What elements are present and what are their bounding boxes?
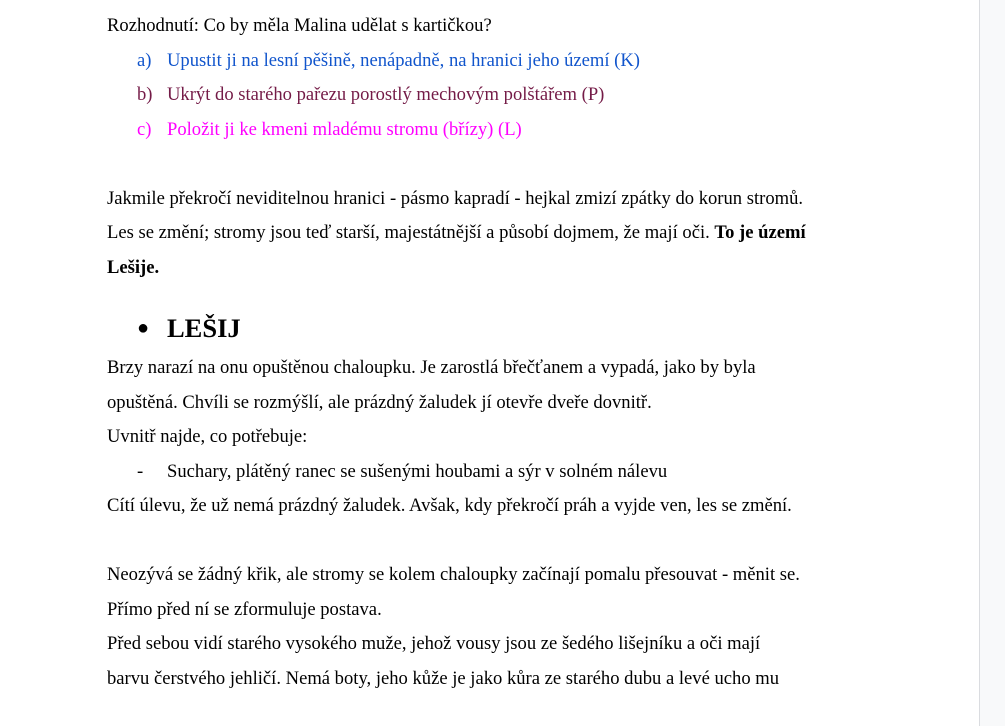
- paragraph-2-line-2: opuštěná. Chvíli se rozmýšlí, ale prázdný žaludek jí otevře dveře dovnitř.: [107, 391, 652, 413]
- option-c-marker: c): [137, 118, 152, 140]
- paragraph-2-line-1: Brzy narazí na onu opuštěnou chaloupku. Je zarostlá břečťanem a vypadá, jako by byla: [107, 357, 756, 378]
- empty-line: [107, 147, 867, 182]
- option-b: [107, 78, 867, 113]
- paragraph-1-bold-end: Lešije.: [107, 256, 160, 278]
- paragraph-1-line-3: [107, 251, 867, 286]
- option-c-text: Položit ji ke kmeni mladému stromu (břízy) (L): [167, 118, 522, 140]
- decision-question: Rozhodnutí: Co by měla Malina udělat s kartičkou?: [107, 15, 492, 36]
- paragraph-2-line-4: Cítí úlevu, že už nemá prázdný žaludek. Avšak, kdy překročí práh a vyjde ven, les se změní.: [107, 495, 792, 516]
- section-heading: [107, 305, 867, 351]
- document-body: [107, 9, 867, 696]
- paragraph-1-bold: To je území: [714, 222, 806, 243]
- dash-marker: -: [137, 460, 144, 482]
- option-c: [107, 113, 867, 148]
- paragraph-1-line-2: [107, 216, 867, 251]
- option-a: [107, 44, 867, 79]
- paragraph-3-line-2: Přímo před ní se zformuluje postava.: [107, 598, 382, 620]
- bullet-icon: ●: [137, 317, 150, 339]
- list-item: [107, 455, 867, 490]
- option-a-text: Upustit ji na lesní pěšině, nenápadně, na hranici jeho území (K): [167, 49, 640, 71]
- list-item-text: Suchary, plátěný ranec se sušenými houbami a sýr v solném nálevu: [167, 460, 668, 482]
- empty-line: [107, 524, 867, 559]
- paragraph-1-line-1: Jakmile překročí neviditelnou hranici - pásmo kapradí - hejkal zmizí zpátky do korun stromů.: [107, 187, 804, 209]
- paragraph-3-line-3: Před sebou vidí starého vysokého muže, jehož vousy jsou ze šedého lišejníku a oči mají: [107, 633, 761, 654]
- scrollbar[interactable]: [979, 0, 1005, 726]
- paragraph-2-line-3: Uvnitř najde, co potřebuje:: [107, 426, 308, 447]
- option-a-marker: a): [137, 49, 152, 71]
- section-heading-text: LEŠIJ: [167, 313, 241, 343]
- paragraph-3-line-1: Neozývá se žádný křik, ale stromy se kolem chaloupky začínají pomalu přesouvat - měnit se.: [107, 564, 800, 585]
- paragraph-3-line-4: barvu čerstvého jehličí. Nemá boty, jeho kůže je jako kůra ze starého dubu a levé ucho mu: [107, 667, 780, 689]
- option-b-marker: b): [137, 84, 153, 105]
- paragraph-1-text: Les se změní; stromy jsou teď starší, majestátnější a působí dojmem, že mají oči.: [107, 222, 715, 243]
- option-b-text: Ukrýt do starého pařezu porostlý mechovým polštářem (P): [167, 84, 605, 105]
